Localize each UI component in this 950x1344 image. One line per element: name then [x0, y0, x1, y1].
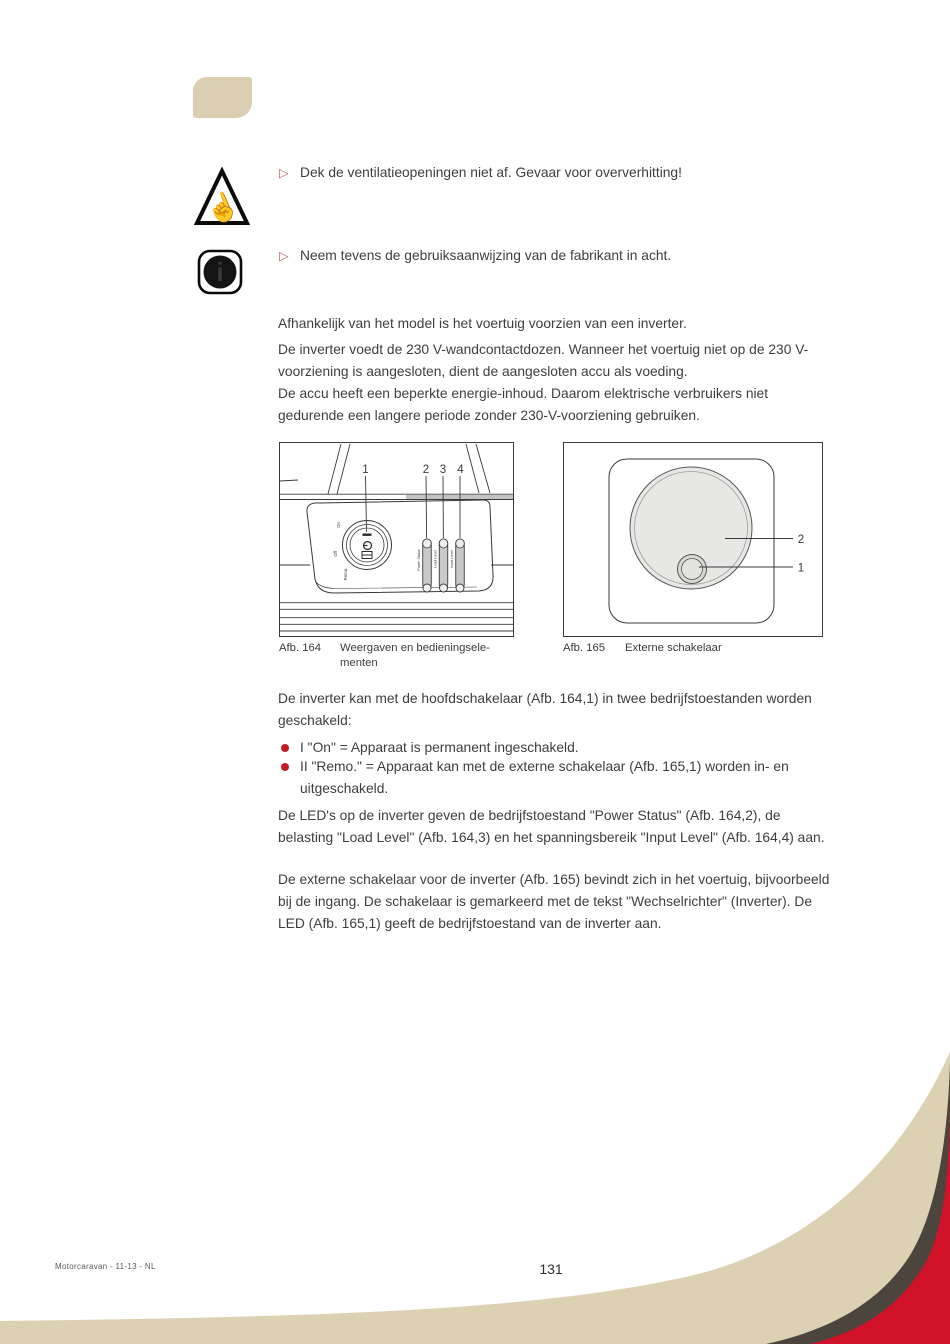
- chapter-tab: [193, 77, 252, 118]
- switch-label-off: Off: [333, 551, 338, 557]
- main-switch-knob: [343, 521, 392, 570]
- list-item-text: I "On" = Apparaat is permanent ingeschakeld.: [300, 740, 579, 755]
- callout-1: 1: [362, 464, 369, 476]
- page-number: 131: [539, 1261, 563, 1277]
- warning-triangle-svg: [194, 167, 250, 227]
- info-icon: [197, 249, 243, 295]
- led-bars: [423, 539, 465, 592]
- note-text: Dek de ventilatieopeningen niet af. Gevaar voor oververhitting!: [300, 165, 682, 180]
- callout-4: 4: [457, 464, 464, 476]
- paragraph: De accu heeft een beperkte energie-inhoud. Daarom elektrische verbruikers niet gedurende een langere periode zonder 230-V-voorziening gebruiken.: [278, 386, 769, 423]
- callout-2: 2: [797, 534, 805, 546]
- callout-3: 3: [439, 464, 447, 476]
- figure-165-drawing: [564, 443, 822, 636]
- caption-text: Weergaven en bedieningsele- menten: [340, 642, 490, 669]
- figure-165-caption: [563, 641, 821, 656]
- note-marker: ▷: [279, 248, 289, 263]
- bullet-icon: [281, 763, 289, 771]
- note-marker: ▷: [279, 165, 289, 180]
- swoosh-beige-band: [0, 1052, 950, 1344]
- paragraph: De inverter voedt de 230 V-wandcontactdozen. Wanneer het voertuig niet op de 230 V-voorziening is aangesloten, dient de aangesloten accu als voeding.: [278, 342, 809, 379]
- callout-2: 2: [422, 464, 430, 476]
- callout-1: 1: [797, 562, 805, 575]
- figure-164-caption: [279, 641, 524, 671]
- switch-led-inner: [682, 559, 703, 580]
- caption-label: Afb. 165: [563, 642, 606, 654]
- led-label-power-status: Power Status: [417, 549, 421, 571]
- caption-label: Afb. 164: [279, 642, 322, 654]
- note-text: Neem tevens de gebruiksaanwijzing van de fabrikant in acht.: [300, 248, 672, 263]
- vehicle-contour-lines: [280, 444, 513, 500]
- panel-face: [307, 500, 493, 593]
- switch-label-remo: Remo.: [343, 567, 348, 581]
- caption-text: Externe schakelaar: [625, 642, 722, 654]
- switch-label-on: On: [336, 522, 341, 528]
- footer-edition: Motorcaravan - 11-13 - NL: [55, 1262, 156, 1271]
- led-label-input-level: Input Level: [450, 550, 454, 568]
- paragraph: De LED's op de inverter geven de bedrijfstoestand "Power Status" (Afb. 164,2), de belasting "Load Level" (Afb. 164,3) en het spanningsbereik "Input Level" (Afb. 164,4) aan.: [278, 808, 825, 845]
- led-label-load-level: Load Level: [433, 550, 438, 568]
- bullet-icon: [281, 744, 289, 752]
- knob-position-mark: [363, 534, 372, 536]
- info-icon-svg: [197, 249, 243, 295]
- warning-hand-icon: [194, 167, 250, 227]
- list-item: [278, 756, 824, 800]
- figure-164-drawing: [280, 443, 513, 636]
- pointing-hand-glyph: ☝: [201, 187, 244, 227]
- paragraph: De externe schakelaar voor de inverter (Afb. 165) bevindt zich in het voertuig, bijvoorbeeld bij de ingang. De schakelaar is gemarkeerd met de tekst "Wechselrichter" (Inverter). De LED (Afb. 165,1) geeft de bedrijfstoestand van de inverter aan.: [278, 872, 830, 931]
- info-letter: i: [216, 257, 224, 287]
- figure-164-inverter-panel: [279, 442, 514, 637]
- paragraph: Afhankelijk van het model is het voertuig voorzien van een inverter.: [278, 316, 687, 331]
- figure-165-external-switch: [563, 442, 823, 637]
- paragraph: De inverter kan met de hoofdschakelaar (Afb. 164,1) in twee bedrijfstoestanden worden geschakeld:: [278, 691, 812, 728]
- list-item-text: II "Remo." = Apparaat kan met de externe schakelaar (Afb. 165,1) worden in- en uitgeschakeld.: [300, 759, 789, 796]
- corner-swoosh: [0, 1044, 950, 1344]
- trim-strip: [406, 495, 513, 499]
